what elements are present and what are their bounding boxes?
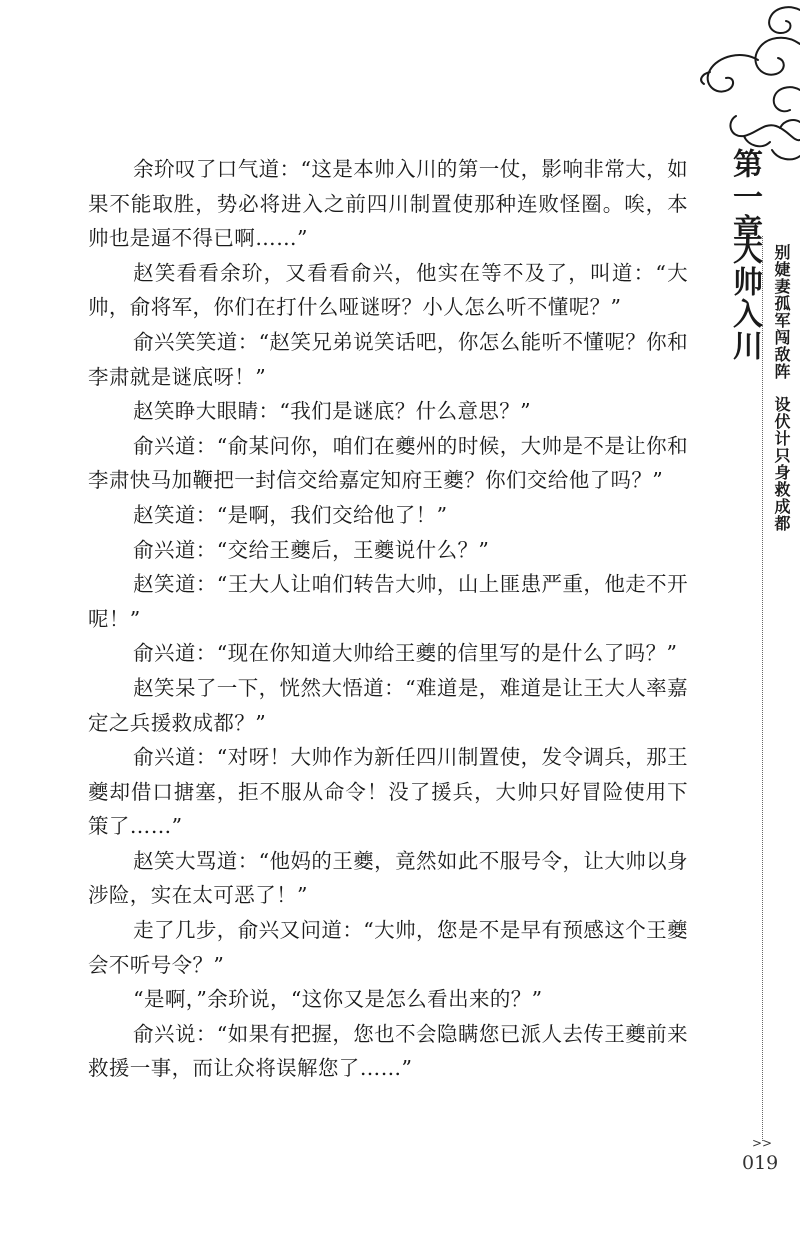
paragraph: 赵笑道：“王大人让咱们转告大帅，山上匪患严重，他走不开呢！”	[88, 572, 688, 631]
paragraph: 俞兴笑笑道：“赵笑兄弟说笑话吧，你怎么能听不懂呢？你和李肃就是谜底呀！”	[88, 329, 688, 389]
paragraph: 余玠叹了口气道：“这是本帅入川的第一仗，影响非常大，如果不能取胜，势必将进入之前四川制置使那种连败怪圈。唉，本帅也是逼不得已啊……”	[88, 157, 688, 251]
paragraph: 俞兴道：“交给王夔后，王夔说什么？”	[133, 537, 490, 562]
cloud-ornament-icon	[696, 0, 800, 170]
page-number: 019	[742, 1152, 779, 1174]
paragraph: 俞兴道：“俞某问你，咱们在夔州的时候，大帅是不是让你和李肃快马加鞭把一封信交给嘉定知府王夔？你们交给他了吗？”	[88, 433, 688, 493]
paragraph: 赵笑看看余玠，又看看俞兴，他实在等不及了，叫道：“大帅，俞将军，你们在打什么哑谜呀？小人怎么听不懂呢？”	[88, 260, 688, 320]
chapter-title: 大帅入川	[727, 234, 762, 362]
paragraph: 赵笑大骂道：“他妈的王夔，竟然如此不服号令，让大帅以身涉险，实在太可恶了！”	[88, 848, 688, 908]
sidebar-dotted-rule	[762, 236, 763, 1141]
chapter-subtitle-part-2: 设伏计只身救成都	[772, 396, 791, 532]
paragraph: 俞兴道：“现在你知道大帅给王夔的信里写的是什么了吗？”	[133, 641, 678, 666]
paragraph: 俞兴说：“如果有把握，您也不会隐瞒您已派人去传王夔前来救援一事，而让众将误解您了……”	[88, 1021, 688, 1081]
chapter-number: 第一章	[727, 148, 762, 247]
body-text	[88, 152, 688, 1086]
paragraph: 赵笑呆了一下，恍然大悟道：“难道是，难道是让王大人率嘉定之兵援救成都？”	[88, 675, 688, 735]
paragraph: “是啊，”余玠说，“这你又是怎么看出来的？”	[133, 987, 543, 1012]
chapter-subtitle-part-1: 别婕妻孤军闯敌阵	[772, 244, 791, 380]
paragraph: 赵笑睁大眼睛：“我们是谜底？什么意思？”	[133, 399, 532, 424]
paragraph: 走了几步，俞兴又问道：“大帅，您是不是早有预感这个王夔会不听号令？”	[88, 918, 688, 977]
paragraph: 俞兴道：“对呀！大帅作为新任四川制置使，发令调兵，那王夔却借口搪塞，拒不服从命令！没了援兵，大帅只好冒险使用下策了……”	[88, 745, 688, 839]
page-marker-icon: >>	[752, 1136, 773, 1150]
paragraph: 赵笑道：“是啊，我们交给他了！”	[133, 502, 448, 527]
